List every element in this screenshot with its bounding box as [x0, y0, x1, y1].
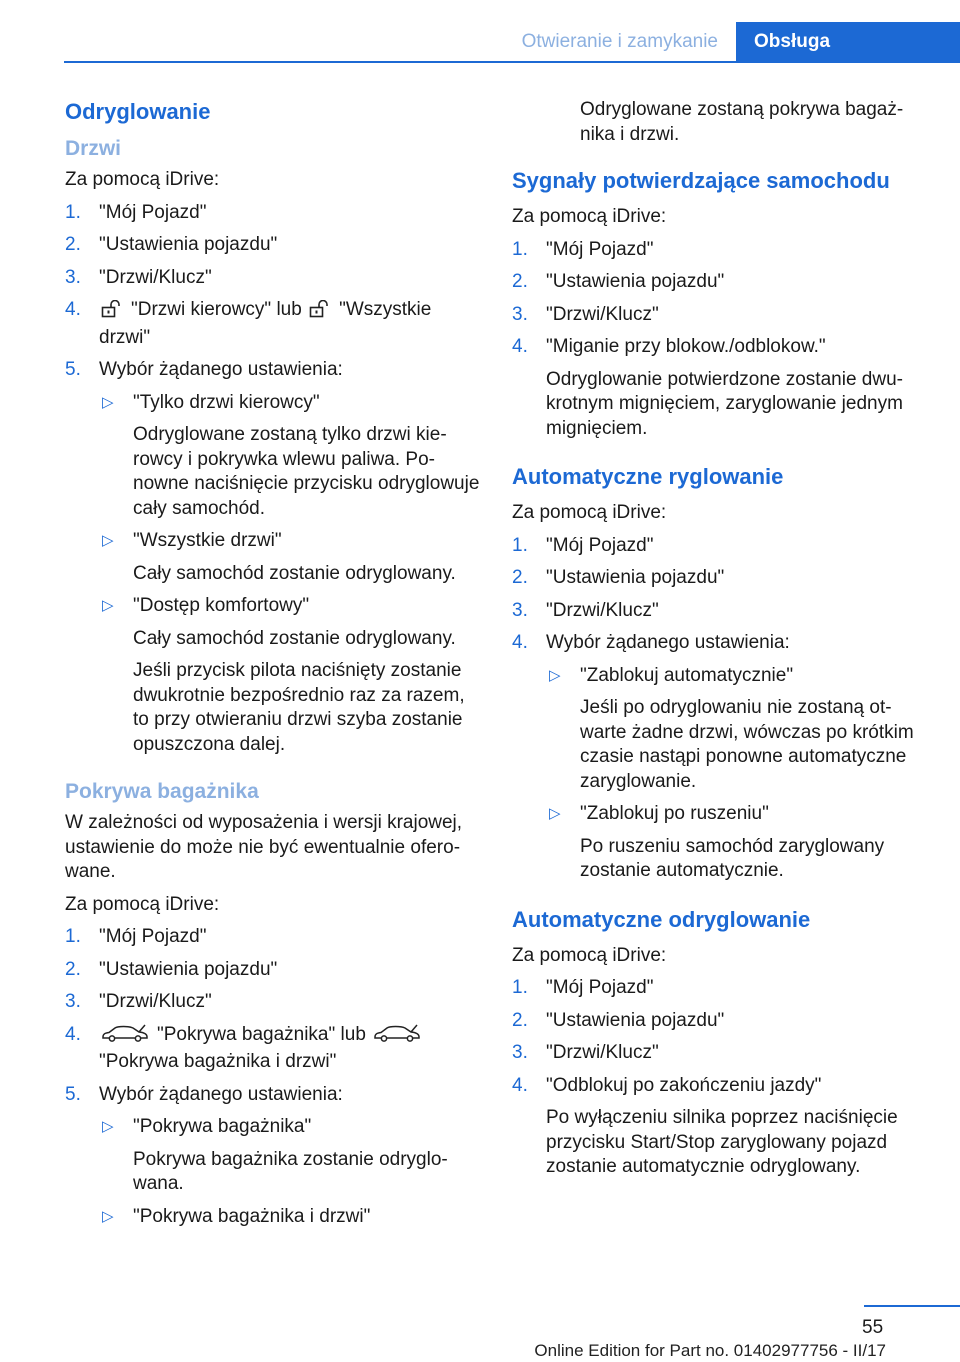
- option-desc: Po ruszeniu samochód zaryglowany zostanie automatycznie.: [580, 835, 885, 881]
- list-item: [65, 925, 481, 950]
- unlock-icon: [101, 300, 123, 326]
- option-desc: Cały samochód zostanie odryglowany.: [133, 627, 456, 649]
- option-item: [99, 1205, 481, 1230]
- right-column: [512, 98, 928, 1202]
- list-item: [65, 298, 481, 350]
- list-item: [65, 1083, 481, 1230]
- list-item: [512, 599, 928, 624]
- step-text: "Drzwi/Klucz": [99, 991, 212, 1012]
- list-item: [512, 303, 928, 328]
- heading-doors: Drzwi: [65, 137, 122, 160]
- list-item: [512, 631, 928, 884]
- step-text: "Ustawienia pojazdu": [546, 271, 725, 292]
- triangle-bullet-icon: ▷: [102, 1207, 114, 1225]
- step-number: 3.: [65, 266, 81, 288]
- step-text: "Pokrywa bagażnika i drzwi": [99, 1051, 337, 1072]
- options-list: [546, 664, 928, 884]
- option-title: "Pokrywa bagażnika i drzwi": [133, 1205, 371, 1227]
- step-text: "Odblokuj po zakończeniu jazdy": [546, 1074, 822, 1096]
- option-item: [546, 802, 928, 884]
- step-number: 3.: [512, 303, 528, 325]
- step-text: Wybór żądanego ustawienia:: [546, 632, 790, 653]
- step-text: "Mój Pojazd": [546, 238, 654, 260]
- heading-auto-locking: Automatyczne ryglowanie: [512, 464, 784, 489]
- step-number: 1.: [65, 926, 81, 947]
- list-item: [65, 201, 481, 226]
- list-item: [512, 270, 928, 295]
- trunk-steps: [65, 925, 481, 1229]
- step-number: 5.: [65, 359, 81, 380]
- step-number: 3.: [512, 1042, 528, 1063]
- list-item: [512, 534, 928, 559]
- step-text: "Mój Pojazd": [99, 926, 207, 947]
- confirm-steps: [512, 238, 928, 442]
- option-item: [99, 391, 481, 522]
- list-item: [65, 358, 481, 757]
- step-number: 5.: [65, 1083, 81, 1105]
- step-number: 3.: [512, 599, 528, 621]
- autolock-steps: [512, 534, 928, 884]
- step-desc: Po wyłączeniu silnika poprzez naciśnięcie przycisku Start/Stop zaryglowany pojazd zostanie automatycznie odryglowany.: [546, 1107, 898, 1177]
- left-column: [65, 98, 481, 1251]
- step-number: 2.: [65, 234, 81, 255]
- option-desc: Jeśli po odryglowaniu nie zostaną otwarte żadne drzwi, wówczas po krótkim czasie nastąpi ponowne automatyczne zaryglowanie.: [580, 697, 914, 792]
- option-desc: Cały samochód zostanie odryglowany.: [133, 562, 456, 584]
- option-item: [99, 1115, 481, 1197]
- list-item: [512, 566, 928, 591]
- list-item: [65, 266, 481, 291]
- triangle-bullet-icon: ▷: [102, 532, 114, 549]
- step-text: "Drzwi/Klucz": [546, 599, 659, 621]
- step-number: 2.: [65, 958, 81, 980]
- triangle-bullet-icon: ▷: [549, 666, 561, 684]
- step-text: "Wszystkie drzwi": [99, 299, 432, 348]
- step-number: 4.: [65, 1023, 81, 1045]
- continued-text: Odryglowane zostaną pokrywa bagażnika i drzwi.: [580, 99, 904, 145]
- step-number: 2.: [512, 271, 528, 292]
- section-title: Obsługa: [754, 31, 831, 52]
- list-item: [512, 1074, 928, 1180]
- step-number: 1.: [512, 977, 528, 998]
- step-number: 4.: [512, 632, 528, 653]
- option-title: "Wszystkie drzwi": [133, 530, 282, 551]
- triangle-bullet-icon: ▷: [102, 1118, 114, 1135]
- step-text: "Mój Pojazd": [546, 534, 654, 556]
- option-item: [99, 529, 481, 586]
- chapter-title: Otwieranie i zamykanie: [521, 31, 718, 52]
- car-trunk-icon: [373, 1023, 421, 1051]
- page-header: [0, 0, 960, 64]
- header-rule: [64, 61, 960, 63]
- intro-text: Za pomocą iDrive:: [512, 944, 667, 966]
- step-number: 1.: [512, 534, 528, 556]
- intro-text: Za pomocą iDrive:: [65, 169, 220, 190]
- heading-confirmation-signals: Sygnały potwierdzające samochodu: [512, 168, 890, 193]
- option-title: "Zablokuj automatycznie": [580, 664, 794, 686]
- option-desc: Jeśli przycisk pilota naciśnięty zostanie dwukrotnie bezpośrednio raz za razem, to przy otwieraniu drzwi szyba zostanie opuszczona dalej.: [133, 660, 465, 755]
- step-text: "Ustawienia pojazdu": [99, 234, 278, 255]
- step-desc: Odryglowanie potwierdzone zostanie dwukrotnym mignięciem, zaryglowanie jednym mignięciem.: [546, 368, 903, 439]
- triangle-bullet-icon: ▷: [549, 805, 561, 822]
- intro-text: W zależności od wyposażenia i wersji krajowej, ustawienie do może nie być ewentualnie oferowane.: [65, 812, 463, 882]
- step-number: 4.: [65, 299, 81, 320]
- list-item: [65, 233, 481, 258]
- option-title: "Zablokuj po ruszeniu": [580, 803, 769, 824]
- heading-auto-unlocking: Automatyczne odryglowanie: [512, 906, 811, 932]
- step-text: "Mój Pojazd": [546, 977, 654, 998]
- list-item: [65, 990, 481, 1015]
- step-number: 2.: [512, 567, 528, 588]
- section-tab: [736, 22, 960, 62]
- page-footer: [0, 1296, 960, 1362]
- options-list: [99, 1115, 481, 1229]
- step-text: "Drzwi kierowcy" lub: [131, 299, 302, 320]
- step-text: "Drzwi/Klucz": [546, 303, 659, 325]
- list-item: [65, 958, 481, 983]
- list-item: [512, 1009, 928, 1034]
- step-text: "Ustawienia pojazdu": [546, 567, 725, 588]
- step-text: Wybór żądanego ustawienia:: [99, 1083, 343, 1105]
- option-item: [546, 664, 928, 795]
- step-text: "Drzwi/Klucz": [546, 1042, 659, 1063]
- page-number: 55: [862, 1317, 884, 1338]
- option-desc: Odryglowane zostaną tylko drzwi kierowcy i pokrywka wlewu paliwa. Ponowne naciśnięcie przycisku odryglowuje cały samochód.: [133, 424, 480, 519]
- doors-steps: [65, 201, 481, 758]
- autounlock-steps: [512, 976, 928, 1180]
- heading-trunk: Pokrywa bagażnika: [65, 780, 259, 803]
- option-title: "Tylko drzwi kierowcy": [133, 391, 320, 413]
- triangle-bullet-icon: ▷: [102, 393, 114, 411]
- step-text: "Drzwi/Klucz": [99, 266, 212, 288]
- option-title: "Pokrywa bagażnika": [133, 1116, 312, 1137]
- step-text: "Miganie przy blokow./odblokow.": [546, 336, 826, 357]
- option-title: "Dostęp komfortowy": [133, 595, 310, 616]
- step-number: 4.: [512, 1074, 528, 1096]
- step-text: "Ustawienia pojazdu": [546, 1009, 725, 1031]
- intro-text: Za pomocą iDrive:: [512, 502, 667, 523]
- car-trunk-icon: [101, 1023, 149, 1051]
- intro-text: Za pomocą iDrive:: [512, 206, 667, 227]
- unlock-icon: [309, 300, 331, 326]
- option-item: [99, 594, 481, 757]
- list-item: [512, 238, 928, 263]
- list-item: [512, 1041, 928, 1066]
- step-number: 2.: [512, 1009, 528, 1031]
- footer-rule: [864, 1305, 960, 1307]
- options-list: [99, 391, 481, 758]
- triangle-bullet-icon: ▷: [102, 597, 114, 614]
- list-item: [512, 335, 928, 441]
- step-text: Wybór żądanego ustawienia:: [99, 359, 343, 380]
- step-text: "Ustawienia pojazdu": [99, 958, 278, 980]
- step-text: "Mój Pojazd": [99, 201, 207, 223]
- edition-note: Online Edition for Part no. 01402977756 - II/17: [534, 1341, 886, 1360]
- step-number: 1.: [65, 201, 81, 223]
- step-text: "Pokrywa bagażnika" lub: [157, 1023, 366, 1045]
- step-number: 1.: [512, 238, 528, 260]
- option-desc: Pokrywa bagażnika zostanie odryglowana.: [133, 1148, 448, 1194]
- list-item: [65, 1023, 481, 1075]
- list-item: [512, 976, 928, 1001]
- heading-unlocking: Odryglowanie: [65, 99, 211, 124]
- intro-text: Za pomocą iDrive:: [65, 893, 220, 915]
- step-number: 4.: [512, 336, 528, 357]
- step-number: 3.: [65, 991, 81, 1012]
